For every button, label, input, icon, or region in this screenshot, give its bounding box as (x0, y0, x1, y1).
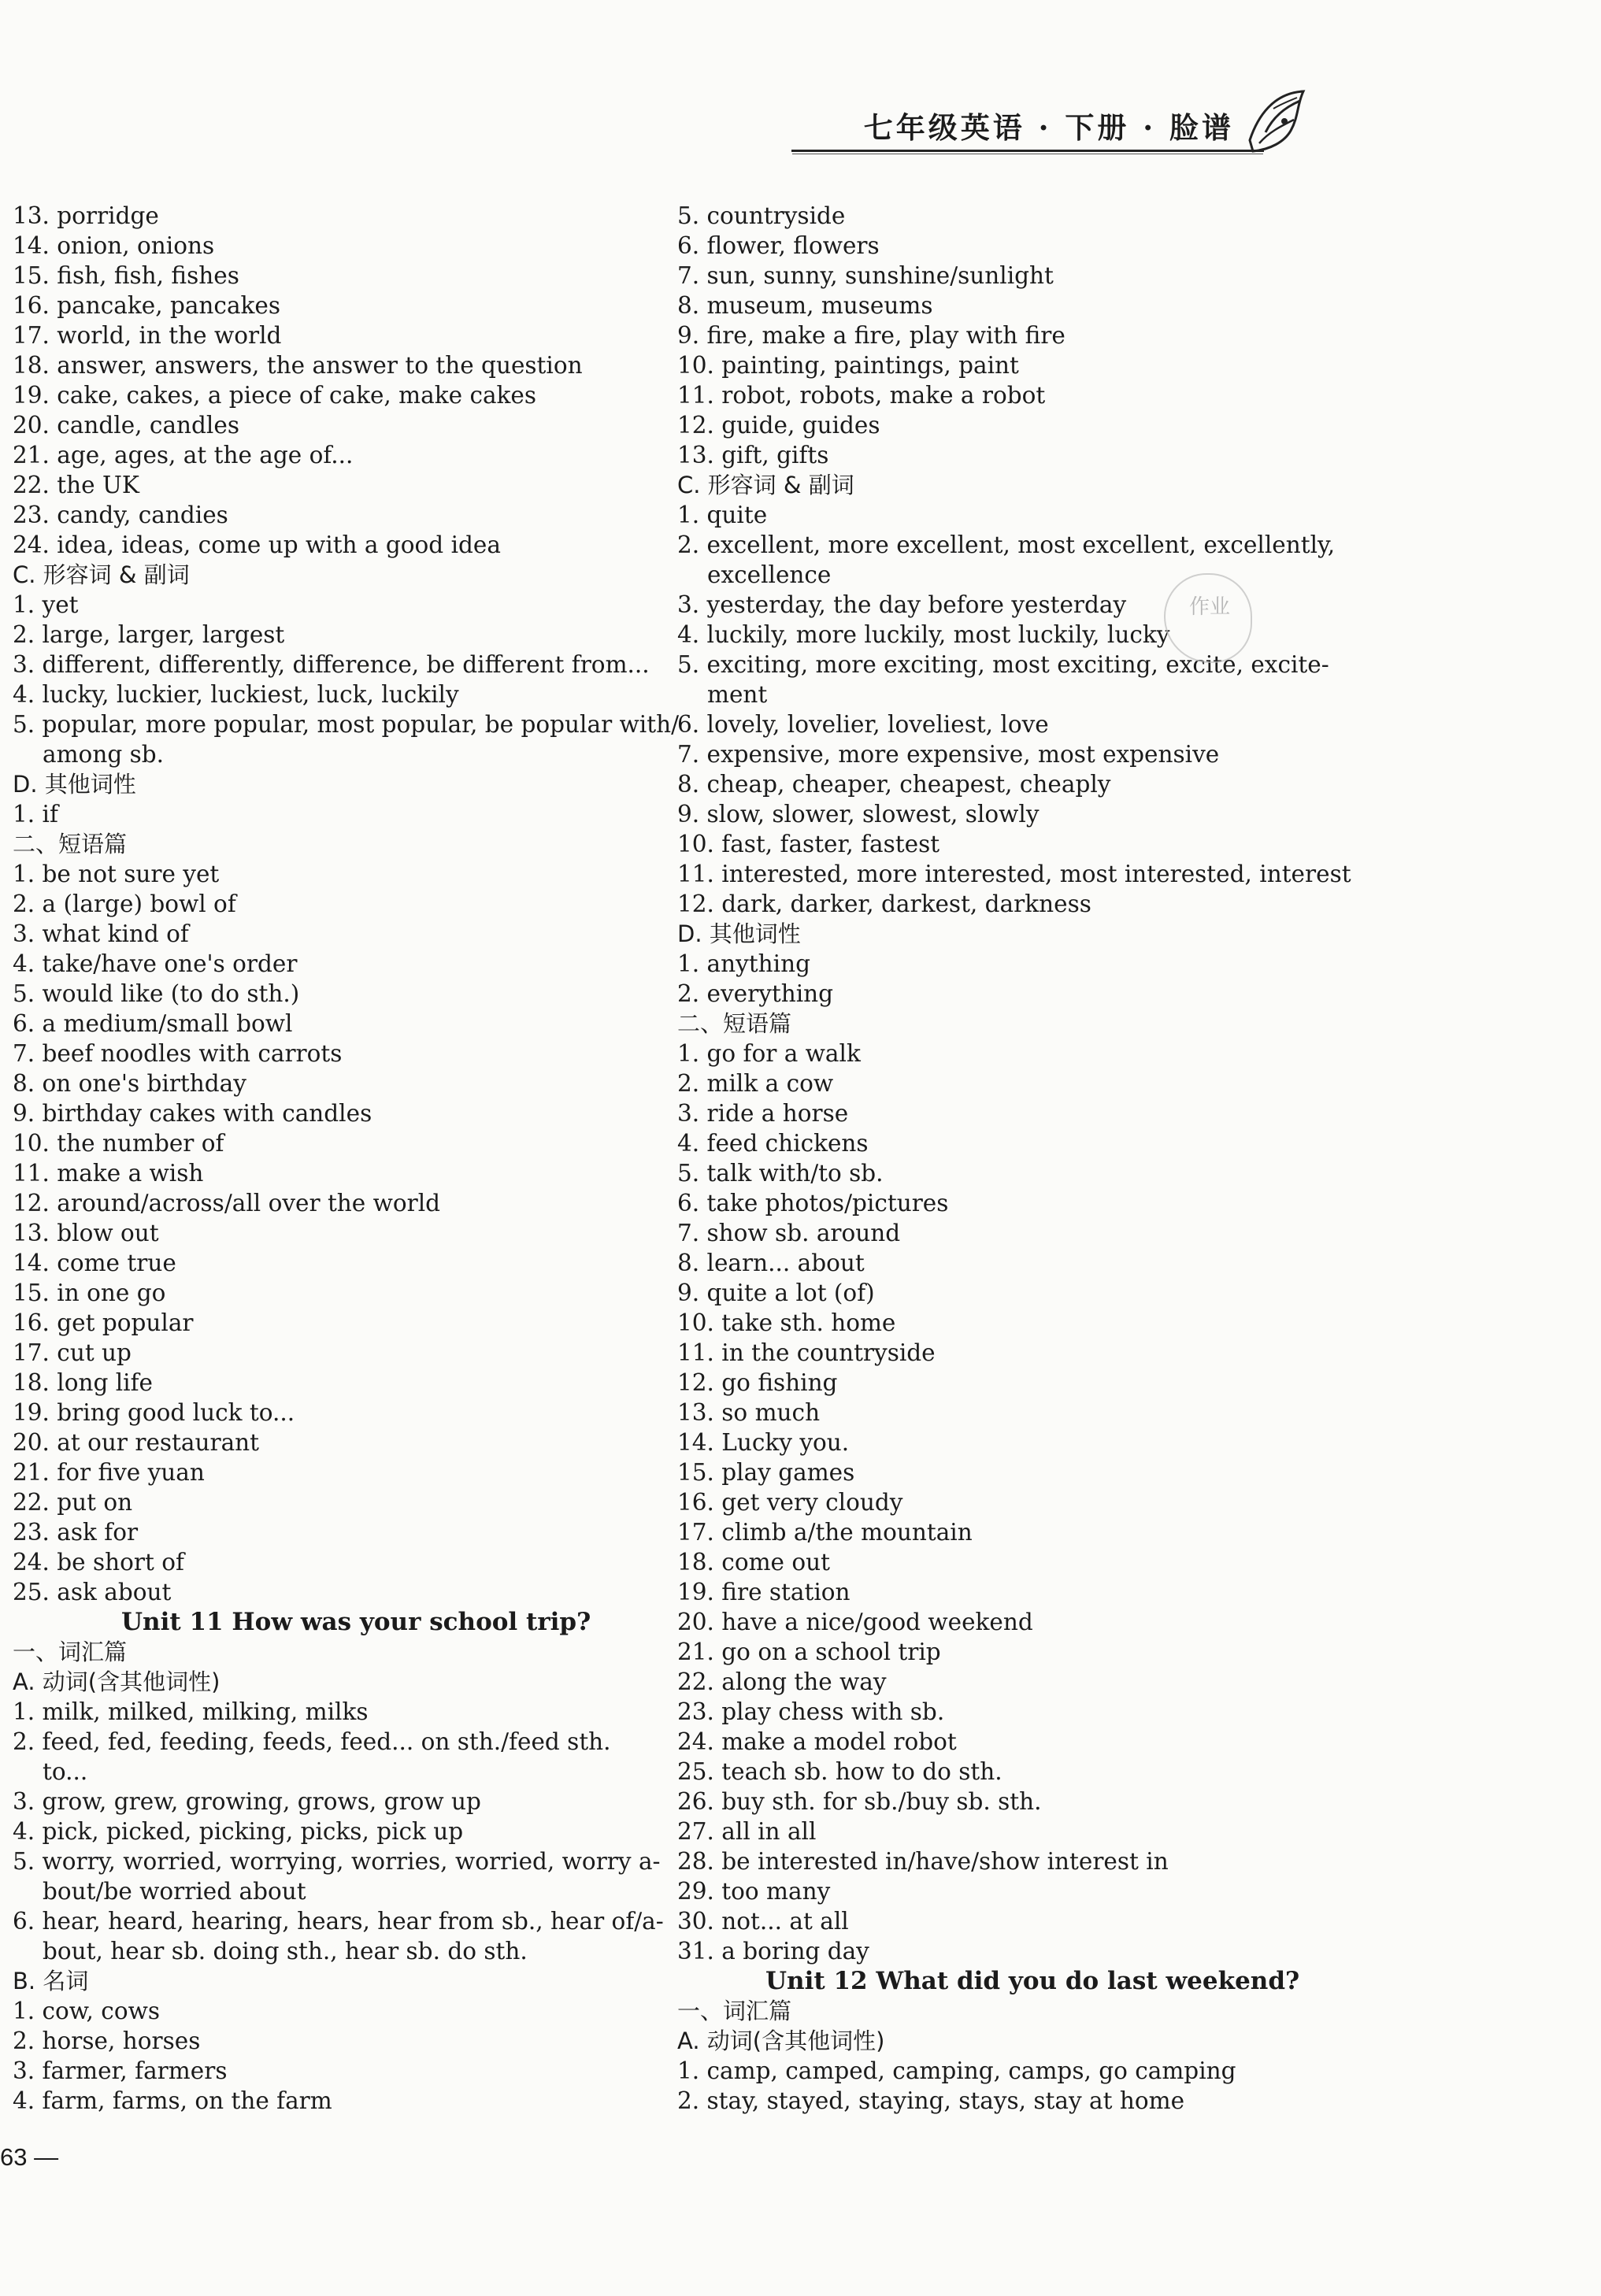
list-item: 25. ask about (13, 1579, 172, 1605)
list-item: 6. hear, heard, hearing, hears, hear from sb., hear of/a- (13, 1908, 664, 1935)
list-item: 14. Lucky you. (677, 1429, 850, 1456)
list-item: 11. robot, robots, make a robot (677, 382, 1046, 409)
list-item: 11. in the countryside (677, 1339, 936, 1366)
list-item: 1. camp, camped, camping, camps, go camping (677, 2057, 1236, 2084)
list-item: 5. talk with/to sb. (677, 1160, 884, 1187)
list-item: 1. yet (13, 591, 79, 618)
list-item: 3. grow, grew, growing, grows, grow up (13, 1788, 481, 1815)
list-item: bout/be worried about (43, 1878, 306, 1905)
list-item: 1. quite (677, 502, 768, 528)
list-item: 12. guide, guides (677, 412, 880, 439)
mask-logo-icon (1242, 85, 1311, 156)
list-item: 13. porridge (13, 202, 159, 229)
unit-title: Unit 11 How was your school trip? (121, 1608, 591, 1636)
list-item: 7. show sb. around (677, 1220, 901, 1246)
list-item: 3. ride a horse (677, 1100, 849, 1127)
stamp-text: 作业 (1189, 595, 1231, 619)
list-item: 6. flower, flowers (677, 232, 880, 259)
list-item: 6. take photos/pictures (677, 1190, 949, 1217)
list-item: 18. come out (677, 1549, 830, 1576)
list-item: 1. anything (677, 950, 810, 977)
list-item: 5. worry, worried, worrying, worries, worried, worry a- (13, 1848, 661, 1875)
header-rule (791, 150, 1264, 152)
list-item: 30. not... at all (677, 1908, 849, 1935)
list-item: 1. cow, cows (13, 1998, 160, 2024)
list-item: 4. feed chickens (677, 1130, 869, 1157)
list-item: 8. museum, museums (677, 292, 933, 319)
list-item: 4. pick, picked, picking, picks, pick up (13, 1818, 464, 1845)
list-item: 10. the number of (13, 1130, 224, 1157)
section-heading: 二、短语篇 (13, 831, 128, 857)
list-item: 19. bring good luck to... (13, 1399, 295, 1426)
list-item: 13. gift, gifts (677, 442, 829, 468)
section-heading: D. 其他词性 (677, 920, 801, 947)
section-heading: 一、词汇篇 (13, 1639, 128, 1665)
list-item: 2. excellent, more excellent, most excellent, excellently, (677, 531, 1336, 558)
list-item: 15. play games (677, 1459, 855, 1486)
list-item: 11. interested, more interested, most interested, interest (677, 861, 1351, 887)
list-item: bout, hear sb. doing sth., hear sb. do sth. (43, 1938, 528, 1965)
list-item: 24. be short of (13, 1549, 184, 1576)
list-item: 4. farm, farms, on the farm (13, 2087, 332, 2114)
list-item: 2. a (large) bowl of (13, 891, 236, 917)
list-item: 16. get popular (13, 1309, 194, 1336)
list-item: 5. exciting, more exciting, most exciting, excite, excite- (677, 651, 1329, 678)
list-item: 28. be interested in/have/show interest in (677, 1848, 1169, 1875)
list-item: 3. what kind of (13, 920, 189, 947)
list-item: excellence (707, 561, 832, 588)
list-item: 4. take/have one's order (13, 950, 298, 977)
list-item: 13. blow out (13, 1220, 159, 1246)
list-item: 20. at our restaurant (13, 1429, 260, 1456)
list-item: 2. everything (677, 980, 834, 1007)
list-item: 18. long life (13, 1369, 153, 1396)
list-item: 22. the UK (13, 472, 139, 498)
list-item: 10. take sth. home (677, 1309, 896, 1336)
homework-stamp (1164, 573, 1252, 663)
list-item: 7. beef noodles with carrots (13, 1040, 343, 1067)
left-column (13, 201, 680, 2116)
section-heading: A. 动词(含其他词性) (13, 1668, 221, 1695)
list-item: 2. stay, stayed, staying, stays, stay at home (677, 2087, 1185, 2114)
section-heading: 一、词汇篇 (677, 1998, 792, 2024)
list-item: 24. make a model robot (677, 1728, 957, 1755)
list-item: to... (43, 1758, 88, 1785)
list-item: 16. pancake, pancakes (13, 292, 281, 319)
list-item: 5. would like (to do sth.) (13, 980, 300, 1007)
list-item: 14. come true (13, 1250, 176, 1276)
list-item: 9. birthday cakes with candles (13, 1100, 372, 1127)
list-item: 1. go for a walk (677, 1040, 861, 1067)
list-item: 14. onion, onions (13, 232, 215, 259)
section-heading: A. 动词(含其他词性) (677, 2028, 885, 2054)
list-item: 12. go fishing (677, 1369, 838, 1396)
list-item: 1. if (13, 801, 58, 828)
list-item: 21. for five yuan (13, 1459, 205, 1486)
list-item: among sb. (43, 741, 164, 768)
list-item: 29. too many (677, 1878, 831, 1905)
list-item: 8. learn... about (677, 1250, 865, 1276)
list-item: 10. fast, faster, fastest (677, 831, 940, 857)
list-item: 20. have a nice/good weekend (677, 1609, 1033, 1635)
list-item: 18. answer, answers, the answer to the question (13, 352, 583, 379)
list-item: 22. put on (13, 1489, 133, 1516)
list-item: 9. slow, slower, slowest, slowly (677, 801, 1040, 828)
list-item: 7. sun, sunny, sunshine/sunlight (677, 262, 1054, 289)
list-item: 11. make a wish (13, 1160, 204, 1187)
list-item: 5. popular, more popular, most popular, be popular with/ (13, 711, 680, 738)
list-item: 2. horse, horses (13, 2028, 201, 2054)
list-item: ment (707, 681, 768, 708)
list-item: 21. age, ages, at the age of... (13, 442, 354, 468)
list-item: 12. around/across/all over the world (13, 1190, 441, 1217)
list-item: 8. on one's birthday (13, 1070, 246, 1097)
list-item: 15. in one go (13, 1279, 166, 1306)
list-item: 7. expensive, more expensive, most expensive (677, 741, 1220, 768)
list-item: 16. get very cloudy (677, 1489, 903, 1516)
list-item: 3. yesterday, the day before yesterday (677, 591, 1127, 618)
section-heading: C. 形容词 & 副词 (13, 561, 190, 588)
list-item: 31. a boring day (677, 1938, 869, 1965)
list-item: 5. countryside (677, 202, 846, 229)
list-item: 20. candle, candles (13, 412, 239, 439)
list-item: 22. along the way (677, 1668, 887, 1695)
list-item: 17. cut up (13, 1339, 132, 1366)
page-header (791, 85, 1311, 156)
list-item: 21. go on a school trip (677, 1639, 941, 1665)
page-number: 63 — (0, 2143, 59, 2171)
list-item: 9. fire, make a fire, play with fire (677, 322, 1065, 349)
list-item: 2. large, larger, largest (13, 621, 285, 648)
section-heading: 二、短语篇 (677, 1010, 792, 1037)
list-item: 8. cheap, cheaper, cheapest, cheaply (677, 771, 1111, 798)
list-item: 17. world, in the world (13, 322, 282, 349)
list-item: 24. idea, ideas, come up with a good idea (13, 531, 501, 558)
list-item: 19. cake, cakes, a piece of cake, make cakes (13, 382, 537, 409)
list-item: 17. climb a/the mountain (677, 1519, 973, 1546)
list-item: 1. milk, milked, milking, milks (13, 1698, 369, 1725)
list-item: 23. ask for (13, 1519, 139, 1546)
section-heading: D. 其他词性 (13, 771, 136, 798)
list-item: 4. lucky, luckier, luckiest, luck, luckily (13, 681, 459, 708)
list-item: 23. candy, candies (13, 502, 228, 528)
list-item: 23. play chess with sb. (677, 1698, 945, 1725)
list-item: 1. be not sure yet (13, 861, 220, 887)
list-item: 2. milk a cow (677, 1070, 834, 1097)
list-item: 19. fire station (677, 1579, 851, 1605)
unit-title: Unit 12 What did you do last weekend? (765, 1967, 1300, 1995)
list-item: 10. painting, paintings, paint (677, 352, 1019, 379)
list-item: 27. all in all (677, 1818, 817, 1845)
right-column (677, 201, 1351, 2116)
list-item: 4. luckily, more luckily, most luckily, lucky (677, 621, 1170, 648)
list-item: 26. buy sth. for sb./buy sb. sth. (677, 1788, 1042, 1815)
section-heading: B. 名词 (13, 1968, 89, 1994)
list-item: 6. lovely, lovelier, loveliest, love (677, 711, 1049, 738)
book-title: 七年级英语 · 下册 · 脸谱 (863, 110, 1234, 145)
list-item: 3. different, differently, difference, be different from... (13, 651, 650, 678)
list-item: 12. dark, darker, darkest, darkness (677, 891, 1091, 917)
list-item: 9. quite a lot (of) (677, 1279, 875, 1306)
list-item: 6. a medium/small bowl (13, 1010, 293, 1037)
list-item: 15. fish, fish, fishes (13, 262, 239, 289)
list-item: 25. teach sb. how to do sth. (677, 1758, 1002, 1785)
list-item: 2. feed, fed, feeding, feeds, feed... on sth./feed sth. (13, 1728, 611, 1755)
section-heading: C. 形容词 & 副词 (677, 472, 854, 498)
list-item: 13. so much (677, 1399, 821, 1426)
list-item: 3. farmer, farmers (13, 2057, 228, 2084)
